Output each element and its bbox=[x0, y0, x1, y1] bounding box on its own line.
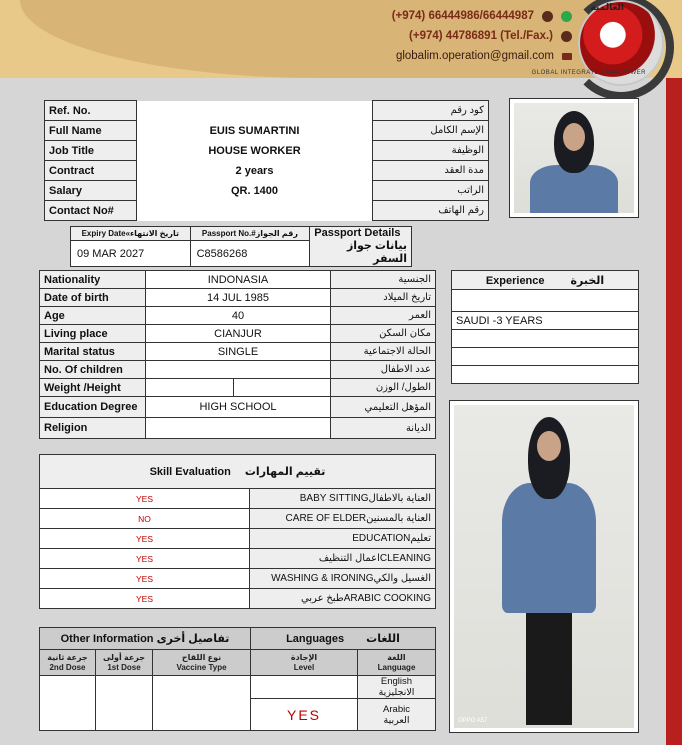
personal-label: Age bbox=[40, 307, 146, 325]
personal-row bbox=[40, 343, 436, 361]
main-info-ar: الوظيفة bbox=[373, 141, 489, 161]
main-info-value bbox=[137, 101, 373, 121]
skill-row bbox=[40, 589, 436, 609]
language-header bbox=[358, 650, 436, 676]
skills-title-en: Skill Evaluation bbox=[149, 466, 231, 478]
skill-label: BABY SITTINGالعناية بالاطفال bbox=[250, 489, 436, 509]
skills-table bbox=[39, 454, 436, 609]
contact-block bbox=[392, 6, 572, 66]
personal-row bbox=[40, 271, 436, 289]
dose1-ar: جرعة أولى bbox=[102, 652, 146, 662]
personal-label: Date of birth bbox=[40, 289, 146, 307]
main-info-value: HOUSE WORKER bbox=[137, 141, 373, 161]
experience-row bbox=[452, 312, 639, 330]
passport-no-label: Passport No.#رقم الجواز bbox=[190, 227, 310, 241]
skill-row bbox=[40, 489, 436, 509]
personal-ar: عدد الاطفال bbox=[331, 361, 436, 379]
personal-value: CIANJUR bbox=[146, 325, 331, 343]
expiry-label: Expiry Date«تاريخ الانتهاء bbox=[71, 227, 191, 241]
main-info-row bbox=[45, 201, 489, 221]
skill-label: اعمال التنظيفCLEANING bbox=[250, 549, 436, 569]
phone-fax: (+974) 44786891 (Tel./Fax.) bbox=[409, 30, 553, 42]
main-info-row bbox=[45, 101, 489, 121]
skill-label: طبخ عربيARABIC COOKING bbox=[250, 589, 436, 609]
personal-ar: الجنسية bbox=[331, 271, 436, 289]
skill-label: CARE OF ELDERالعناية بالمسنين bbox=[250, 509, 436, 529]
personal-ar: مكان السكن bbox=[331, 325, 436, 343]
personal-row bbox=[40, 289, 436, 307]
main-info-ar: رقم الهاتف bbox=[373, 201, 489, 221]
language-en: Language bbox=[377, 662, 416, 672]
main-info-row bbox=[45, 161, 489, 181]
main-info-value: EUIS SUMARTINI bbox=[137, 121, 373, 141]
other-title-en: Other Information bbox=[60, 633, 154, 645]
main-info-value: QR. 1400 bbox=[137, 181, 373, 201]
skills-header bbox=[40, 455, 436, 489]
main-info-label: Contract bbox=[45, 161, 137, 181]
experience-table bbox=[451, 270, 639, 384]
vaccine-en: Vaccine Type bbox=[176, 662, 227, 672]
passport-details-en: Passport Details bbox=[314, 227, 401, 239]
passport-table bbox=[70, 226, 412, 267]
other-info-table bbox=[39, 627, 436, 731]
skill-value: YES bbox=[40, 589, 250, 609]
experience-row bbox=[452, 366, 639, 384]
english-cell bbox=[358, 676, 436, 699]
arabic-ar: العربية bbox=[383, 714, 410, 726]
main-info-row bbox=[45, 181, 489, 201]
experience-title-en: Experience bbox=[485, 274, 545, 287]
arabic-label: Arabic bbox=[383, 703, 410, 715]
logo-arabic: العالمية bbox=[590, 2, 624, 12]
expiry-value: 09 MAR 2027 bbox=[71, 241, 191, 267]
main-info-ar: كود رقم bbox=[373, 101, 489, 121]
experience-header bbox=[452, 271, 639, 290]
photo-watermark: OPPO A57 bbox=[458, 718, 488, 724]
experience-value bbox=[452, 366, 639, 384]
personal-info-table bbox=[39, 270, 436, 439]
experience-value bbox=[452, 348, 639, 366]
email-text[interactable]: globalim.operation@gmail.com bbox=[395, 50, 554, 62]
personal-ar: تاريخ الميلاد bbox=[331, 289, 436, 307]
other-title-ar: تفاصيل أخرى bbox=[156, 633, 230, 645]
level-ar: الإجادة bbox=[290, 652, 318, 662]
main-info-label: Salary bbox=[45, 181, 137, 201]
languages-title-ar: اللغات bbox=[366, 633, 400, 645]
personal-label: Living place bbox=[40, 325, 146, 343]
personal-label: Marital status bbox=[40, 343, 146, 361]
main-info-ar: الإسم الكامل bbox=[373, 121, 489, 141]
education-ar: المؤهل التعليمي bbox=[331, 397, 436, 418]
main-info-value bbox=[137, 201, 373, 221]
weight-height-ar: الطول/ الوزن bbox=[331, 379, 436, 397]
languages-header bbox=[251, 628, 436, 650]
whatsapp-icon bbox=[561, 11, 572, 22]
experience-row bbox=[452, 330, 639, 348]
arabic-level: YES bbox=[251, 699, 358, 731]
experience-value bbox=[452, 330, 639, 348]
vaccine-header bbox=[153, 650, 251, 676]
personal-value: 40 bbox=[146, 307, 331, 325]
main-info-label: Ref. No. bbox=[45, 101, 137, 121]
full-body-photo bbox=[449, 400, 639, 733]
other-info-header bbox=[40, 628, 251, 650]
personal-value: SINGLE bbox=[146, 343, 331, 361]
religion-ar: الديانة bbox=[331, 418, 436, 439]
english-label: English bbox=[380, 676, 413, 687]
personal-label: Nationality bbox=[40, 271, 146, 289]
language-ar: اللغة bbox=[387, 652, 406, 662]
main-info-ar: الراتب bbox=[373, 181, 489, 201]
passport-details-heading bbox=[310, 227, 412, 267]
education-label: Education Degree bbox=[40, 397, 146, 418]
dose2-en: 2nd Dose bbox=[49, 662, 86, 672]
main-info-label: Contact No# bbox=[45, 201, 137, 221]
skill-row bbox=[40, 529, 436, 549]
side-red-bar bbox=[666, 78, 682, 745]
personal-ar: العمر bbox=[331, 307, 436, 325]
phone-icon bbox=[542, 11, 553, 22]
dose2-header bbox=[40, 650, 96, 676]
portrait-photo bbox=[509, 98, 639, 218]
main-info-row bbox=[45, 121, 489, 141]
phone-mobile: (+974) 66444986/66444987 bbox=[391, 10, 534, 22]
main-info-row bbox=[45, 141, 489, 161]
skill-value: YES bbox=[40, 489, 250, 509]
experience-value bbox=[452, 290, 639, 312]
experience-value: SAUDI -3 YEARS bbox=[452, 312, 639, 330]
religion-label: Religion bbox=[40, 418, 146, 439]
skill-value: NO bbox=[40, 509, 250, 529]
skill-row bbox=[40, 509, 436, 529]
experience-title-ar: الخبرة bbox=[570, 274, 605, 287]
passport-details-ar: بيانات جواز السفر bbox=[346, 240, 407, 265]
level-en: Level bbox=[293, 662, 315, 672]
skill-row bbox=[40, 569, 436, 589]
main-info-label: Job Title bbox=[45, 141, 137, 161]
dose2-ar: جرعة ثانية bbox=[47, 652, 88, 662]
weight-value bbox=[146, 379, 234, 397]
main-info-table bbox=[44, 100, 489, 221]
vaccine-value bbox=[153, 676, 251, 731]
level-header bbox=[251, 650, 358, 676]
religion-value bbox=[146, 418, 331, 439]
skill-value: YES bbox=[40, 569, 250, 589]
skills-title-ar: تقييم المهارات bbox=[244, 466, 326, 478]
personal-ar: الحالة الاجتماعية bbox=[331, 343, 436, 361]
skill-value: YES bbox=[40, 549, 250, 569]
logo-caption: GLOBAL INTEGRATED MANPOWER bbox=[531, 70, 646, 76]
passport-no-value: C8586268 bbox=[190, 241, 310, 267]
main-info-ar: مدة العقد bbox=[373, 161, 489, 181]
skill-value: YES bbox=[40, 529, 250, 549]
languages-title-en: Languages bbox=[286, 633, 345, 645]
weight-height-label: Weight /Height bbox=[40, 379, 146, 397]
dose1-header bbox=[96, 650, 153, 676]
main-info-label: Full Name bbox=[45, 121, 137, 141]
education-value: HIGH SCHOOL bbox=[146, 397, 331, 418]
personal-value bbox=[146, 361, 331, 379]
dose1-en: 1st Dose bbox=[107, 662, 141, 672]
experience-row bbox=[452, 290, 639, 312]
personal-label: No. Of children bbox=[40, 361, 146, 379]
personal-row bbox=[40, 325, 436, 343]
experience-row bbox=[452, 348, 639, 366]
main-info-value: 2 years bbox=[137, 161, 373, 181]
dose2-value bbox=[40, 676, 96, 731]
skill-label: WASHING & IRONINGالغسيل والكي bbox=[250, 569, 436, 589]
height-value bbox=[234, 379, 331, 397]
dose1-value bbox=[96, 676, 153, 731]
personal-value: 14 JUL 1985 bbox=[146, 289, 331, 307]
english-ar: الانجليزية bbox=[378, 687, 415, 698]
skill-label: EDUCATIONتعليم bbox=[250, 529, 436, 549]
vaccine-ar: نوع اللقاح bbox=[181, 652, 222, 662]
personal-row bbox=[40, 307, 436, 325]
personal-value: INDONASIA bbox=[146, 271, 331, 289]
skill-row bbox=[40, 549, 436, 569]
personal-row bbox=[40, 361, 436, 379]
arabic-cell bbox=[358, 699, 436, 731]
english-level bbox=[251, 676, 358, 699]
